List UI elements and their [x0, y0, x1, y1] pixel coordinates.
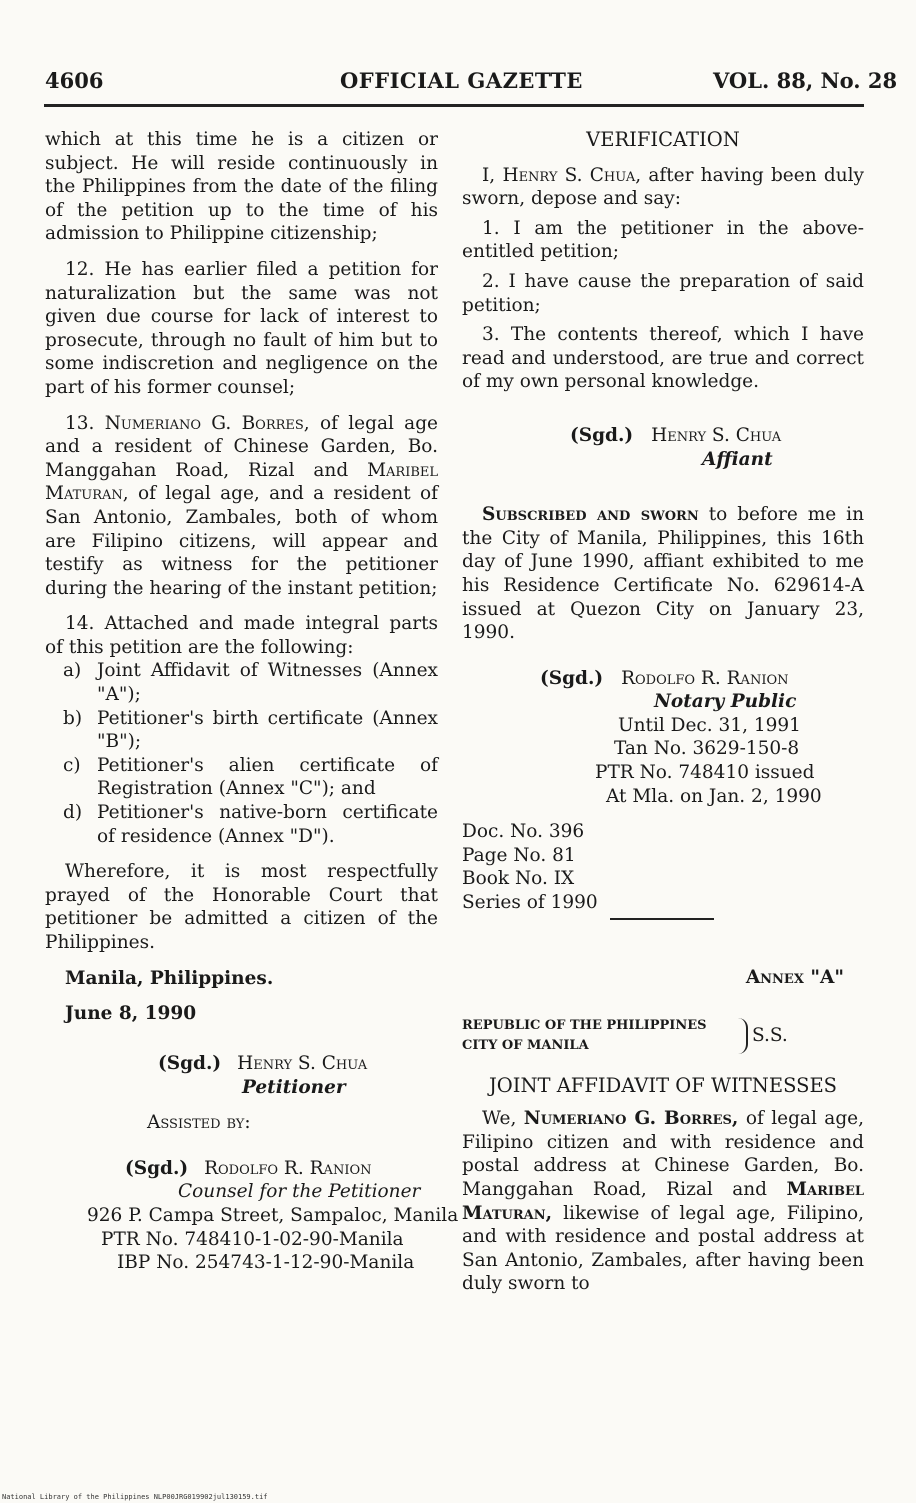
- notary-role: Notary Public: [654, 691, 797, 713]
- annex-label: d): [63, 802, 83, 824]
- date: June 8, 1990: [65, 1003, 197, 1025]
- counsel-role: Counsel for the Petitioner: [178, 1181, 421, 1203]
- list-item: [45, 754, 438, 801]
- paragraph-13-number: 13.: [65, 412, 95, 434]
- list-item: [45, 659, 438, 706]
- affiant-signature: [462, 424, 864, 448]
- paragraph-continuation: which at this time he is a citizen or subject. He will reside continuously in the Philippines from the date of the filing of the petition up to the time of his admission to Philippine citizenship;: [45, 129, 438, 245]
- counsel-name: Rodolfo R. Ranion: [204, 1157, 372, 1179]
- place: Manila, Philippines.: [65, 967, 274, 989]
- verification-item-1: 1. I am the petitioner in the above-entitled petition;: [462, 217, 864, 263]
- paragraph-13: [45, 412, 438, 601]
- paragraph-13-middle: of legal age and a resident of Chinese Garden, Bo. Manggahan Road, Rizal and: [45, 412, 439, 481]
- witness-name-1: Numeriano G. Borres,: [104, 412, 310, 434]
- annex-a-section: [462, 966, 864, 1296]
- petitioner-role: Petitioner: [242, 1076, 346, 1098]
- counsel-ptr: PTR No. 748410-1-02-90-Manila: [101, 1228, 404, 1250]
- volume-number: VOL. 88, No. 28: [713, 68, 898, 93]
- sgd-label: (Sgd.): [540, 667, 604, 689]
- affidavit-middle: of legal age, Filipino citizen and with residence and postal address at Chinese Garden, Bo. Manggahan Road, Rizal and: [462, 1108, 865, 1200]
- jurat-lead: Subscribed and sworn: [482, 504, 699, 526]
- jurat-text: to before me in the City of Manila, Philippines, this 16th day of June 1990, affiant exhibited to me his Residence Certificate No. 629614-A issued at Quezon City on January 23, 1990.: [462, 504, 864, 644]
- annex-list: [45, 659, 438, 848]
- section-divider: [610, 918, 714, 920]
- annex-a-label: Annex "A": [745, 967, 844, 988]
- petitioner-name: Henry S. Chua: [237, 1053, 368, 1074]
- gazette-title: OFFICIAL GAZETTE: [340, 68, 583, 93]
- affidavit-body: [462, 1107, 864, 1296]
- sgd-label: (Sgd.): [125, 1157, 189, 1179]
- paragraph-13-end: of legal age, and a resident of San Antonio, Zambales, both of whom are Filipino citizens, will appear and testify as witness for the petitioner during the hearing of the instant petition;: [45, 483, 438, 599]
- series-year: Series of 1990: [462, 892, 598, 914]
- annex-text: Petitioner's native-born certificate of residence (Annex "D").: [97, 802, 438, 847]
- affiant-name-inline: Henry S. Chua,: [502, 164, 642, 186]
- counsel-signature: [45, 1157, 438, 1181]
- affidavit-title: JOINT AFFIDAVIT OF WITNESSES: [488, 1073, 838, 1097]
- annex-text: Petitioner's birth certificate (Annex "B");: [97, 707, 438, 753]
- page-number: 4606: [45, 68, 104, 93]
- witness-name-2: Maribel Maturan,: [45, 459, 439, 505]
- affidavit-end: likewise of legal age, Filipino, and with residence and postal address at San Antonio, Zambales, after having been duly sworn to: [462, 1202, 864, 1295]
- page-number-register: Page No. 81: [462, 844, 576, 866]
- notary-signature: [462, 667, 864, 691]
- affidavit-witness-2: Maribel Maturan,: [462, 1178, 865, 1224]
- venue-ss: S.S.: [752, 1024, 788, 1046]
- annex-label: a): [63, 660, 82, 682]
- notary-until: Until Dec. 31, 1991: [618, 714, 801, 736]
- intro-rest: after having been duly sworn, depose and say:: [462, 164, 864, 210]
- list-item: [45, 707, 438, 754]
- annex-label: c): [63, 754, 81, 776]
- verification-item-2: 2. I have cause the preparation of said petition;: [462, 270, 864, 316]
- verification-intro: [462, 164, 864, 211]
- counsel-address: 926 P. Campa Street, Sampaloc, Manila: [87, 1204, 459, 1226]
- paragraph-12: 12. He has earlier filed a petition for naturalization but the same was not given due course for lack of interest to prosecute, through no fault of him but to some indiscretion and negligence on the part of his former counsel;: [45, 258, 438, 398]
- venue-brace: [738, 1018, 748, 1054]
- jurat: [462, 503, 864, 645]
- assisted-by: Assisted by:: [147, 1112, 251, 1134]
- book-number: Book No. IX: [462, 868, 575, 890]
- doc-number: Doc. No. 396: [462, 821, 585, 843]
- annex-text: Joint Affidavit of Witnesses (Annex "A");: [97, 660, 438, 706]
- scan-footer: National Library of the Philippines NLP00JRG019902jul130159.tif: [2, 1493, 268, 1501]
- document-register: [462, 820, 864, 914]
- notary-tan: Tan No. 3629-150-8: [614, 738, 800, 760]
- sgd-label: (Sgd.): [570, 424, 634, 446]
- venue-block: [462, 1016, 864, 1062]
- paragraph-14: 14. Attached and made integral parts of this petition are the following:: [45, 613, 438, 658]
- notary-at: At Mla. on Jan. 2, 1990: [606, 785, 822, 807]
- affidavit-we: We,: [482, 1108, 517, 1130]
- sgd-label: (Sgd.): [158, 1053, 222, 1074]
- header-rule: [44, 104, 864, 107]
- notary-ptr: PTR No. 748410 issued: [595, 762, 815, 784]
- list-item: [45, 801, 438, 848]
- venue-city: CITY OF MANILA: [462, 1037, 589, 1053]
- notary-name: Rodolfo R. Ranion: [621, 667, 789, 689]
- annex-label: b): [63, 707, 83, 729]
- venue-republic: REPUBLIC OF THE PHILIPPINES: [462, 1017, 707, 1033]
- petitioner-signature: [45, 1052, 438, 1076]
- wherefore-clause: Wherefore, it is most respectfully prayed of the Honorable Court that petitioner be admitted a citizen of the Philippines.: [45, 861, 438, 953]
- affiant-role: Affiant: [702, 448, 773, 470]
- petitioner-signature-block: [45, 1052, 459, 1275]
- right-column: [462, 128, 864, 915]
- affidavit-witness-1: Numeriano G. Borres,: [523, 1108, 739, 1130]
- intro-prefix: I,: [482, 164, 496, 186]
- annex-text: Petitioner's alien certificate of Registration (Annex "C"); and: [97, 754, 438, 800]
- verification-title: VERIFICATION: [586, 128, 740, 151]
- affiant-name: Henry S. Chua: [651, 424, 782, 446]
- left-column: [45, 128, 438, 1026]
- counsel-ibp: IBP No. 254743-1-12-90-Manila: [117, 1252, 415, 1274]
- verification-item-3: 3. The contents thereof, which I have read and understood, are true and correct of my own personal knowledge.: [462, 324, 864, 393]
